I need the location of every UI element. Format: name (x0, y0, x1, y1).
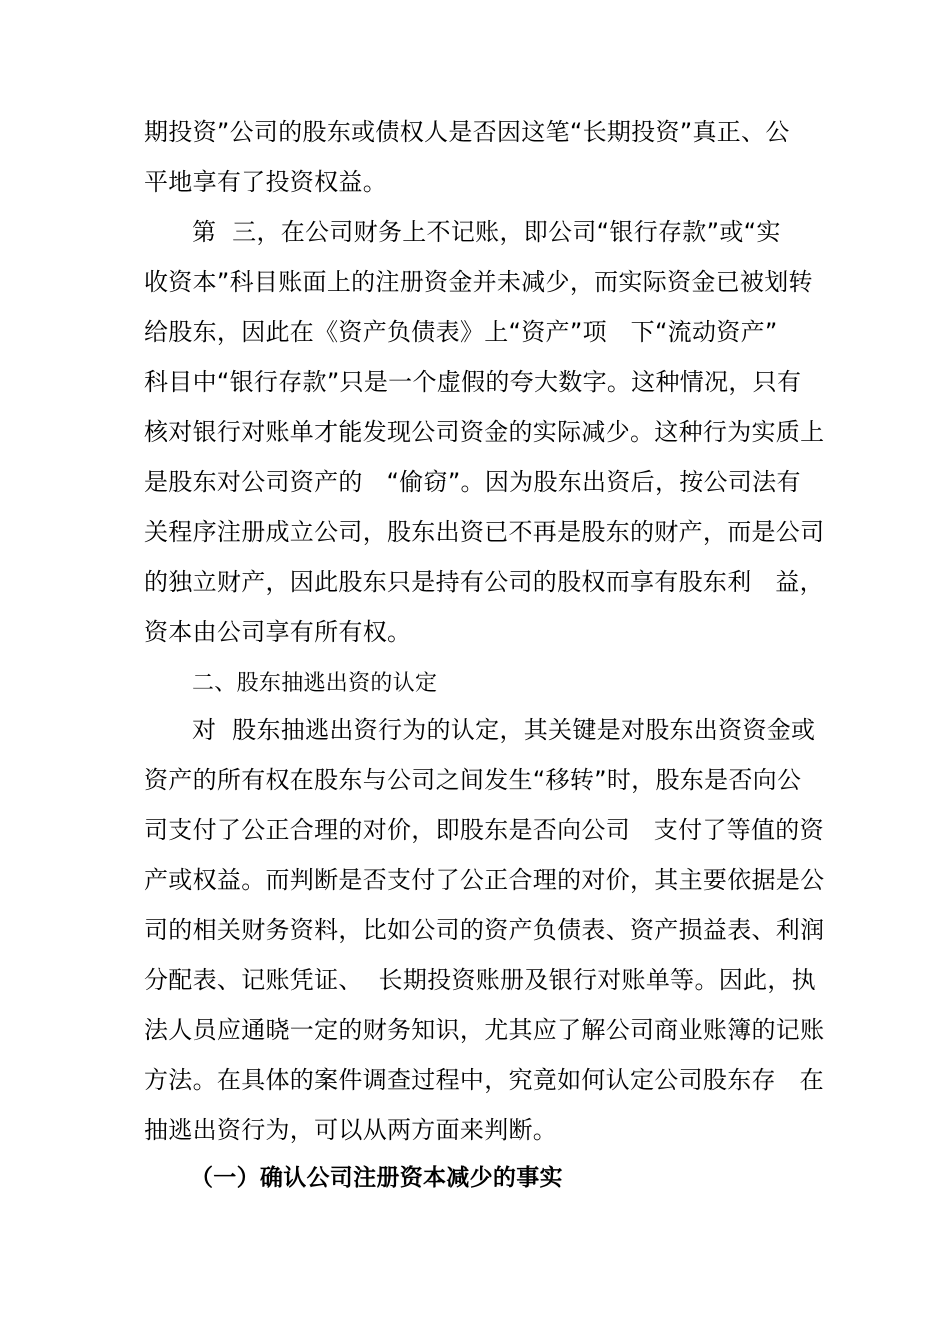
paragraph-line: 司的相关财务资料，比如公司的资产负债表、资产损益表、利润 (144, 916, 825, 944)
paragraph-line: 的独立财产，因此股东只是持有公司的股权而享有股东利 益， (144, 568, 824, 596)
paragraph-line: 核对银行对账单才能发现公司资金的实际减少。这种行为实质上 (144, 418, 825, 446)
paragraph-line: 关程序注册成立公司，股东出资已不再是股东的财产，而是公司 (144, 518, 825, 546)
paragraph-line: 对 股东抽逃出资行为的认定，其关键是对股东出资资金或 (192, 716, 816, 744)
paragraph-line: 资本由公司享有所有权。 (144, 618, 412, 646)
paragraph-line: 收资本”科目账面上的注册资金并未减少，而实际资金已被划转 (144, 268, 813, 296)
section-heading: 二、股东抽逃出资的认定 (192, 671, 438, 696)
paragraph-line: 方法。在具体的案件调查过程中，究竟如何认定公司股东存 在 (144, 1066, 824, 1094)
paragraph-line: 科目中“银行存款”只是一个虚假的夸大数字。这种情况，只有 (144, 368, 802, 396)
paragraph-line: 司支付了公正合理的对价，即股东是否向公司 支付了等值的资 (144, 816, 824, 844)
paragraph-line: 产或权益。而判断是否支付了公正合理的对价，其主要依据是公 (144, 866, 825, 894)
paragraph-line: 平地享有了投资权益。 (144, 168, 387, 196)
paragraph-line: 期投资”公司的股东或债权人是否因这笔“长期投资”真正、公 (144, 118, 790, 146)
paragraph-line: 第 三，在公司财务上不记账，即公司“银行存款”或“实 (192, 218, 781, 246)
paragraph-line: 抽逃出资行为，可以从两方面来判断。 (144, 1116, 558, 1144)
paragraph-line: 分配表、记账凭证、 长期投资账册及银行对账单等。因此，执 (144, 966, 816, 994)
subsection-heading: （一）确认公司注册资本减少的事实 (190, 1165, 563, 1191)
paragraph-line: 资产的所有权在股东与公司之间发生“移转”时，股东是否向公 (144, 766, 802, 794)
paragraph-line: 法人员应通晓一定的财务知识，尤其应了解公司商业账簿的记账 (144, 1016, 825, 1044)
paragraph-line: 给股东，因此在《资产负债表》上“资产”项 下“流动资产” (144, 318, 778, 346)
paragraph-line: 是股东对公司资产的 “偷窃”。因为股东出资后，按公司法有 (144, 468, 801, 496)
